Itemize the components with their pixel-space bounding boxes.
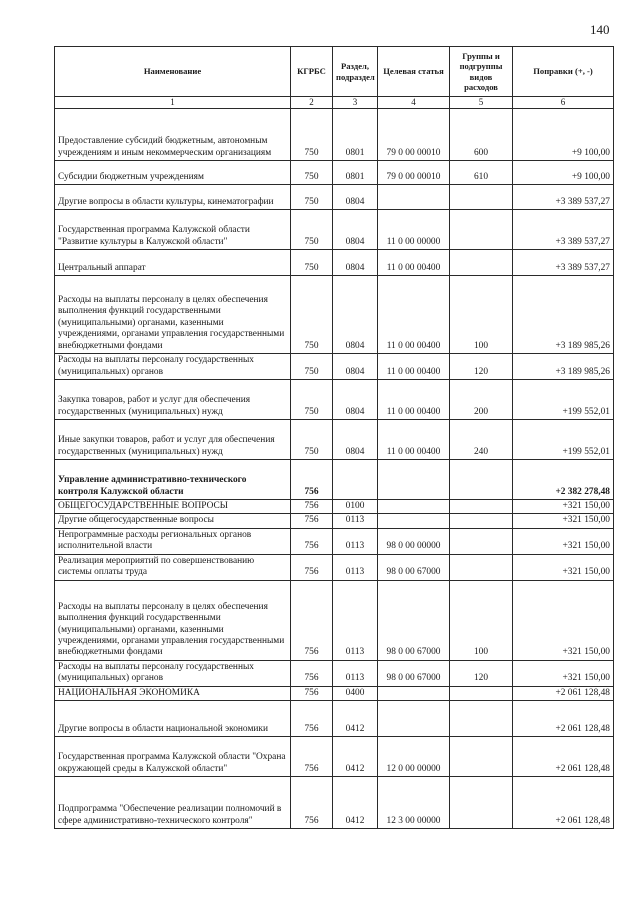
row-razdel: 0804: [333, 185, 378, 210]
row-name: Расходы на выплаты персоналу государственных (муниципальных) органов: [55, 354, 291, 380]
row-grp: [450, 686, 513, 700]
row-razdel: 0801: [333, 109, 378, 161]
row-grp: [450, 210, 513, 250]
table-row: [55, 660, 614, 686]
row-grp: [450, 528, 513, 554]
row-name: Другие вопросы в области культуры, кинематографии: [55, 185, 291, 210]
row-kgrbs: 750: [291, 210, 333, 250]
row-celev: [378, 185, 450, 210]
row-name: Другие общегосударственные вопросы: [55, 514, 291, 528]
row-popr: +199 552,01: [513, 380, 614, 420]
row-grp: [450, 701, 513, 737]
row-celev: 11 0 00 00400: [378, 420, 450, 460]
row-grp: 100: [450, 580, 513, 660]
row-grp: 120: [450, 354, 513, 380]
row-celev: [378, 686, 450, 700]
header-name: Наименование: [55, 47, 291, 97]
row-kgrbs: 756: [291, 514, 333, 528]
row-popr: +9 100,00: [513, 161, 614, 185]
row-grp: [450, 777, 513, 829]
col-number: 5: [450, 97, 513, 109]
row-grp: 240: [450, 420, 513, 460]
row-razdel: 0113: [333, 528, 378, 554]
row-celev: 98 0 00 67000: [378, 580, 450, 660]
table-row: [55, 514, 614, 528]
table-row: [55, 354, 614, 380]
row-celev: [378, 701, 450, 737]
row-popr: +3 389 537,27: [513, 250, 614, 276]
row-kgrbs: 756: [291, 580, 333, 660]
row-popr: +321 150,00: [513, 554, 614, 580]
row-razdel: 0804: [333, 380, 378, 420]
row-grp: [450, 460, 513, 500]
table-row: [55, 109, 614, 161]
row-popr: +321 150,00: [513, 580, 614, 660]
table-row: [55, 686, 614, 700]
row-popr: +321 150,00: [513, 500, 614, 514]
table-row: [55, 777, 614, 829]
table-row: [55, 210, 614, 250]
row-name: Реализация мероприятий по совершенствованию системы оплаты труда: [55, 554, 291, 580]
table-row: [55, 554, 614, 580]
row-kgrbs: 750: [291, 250, 333, 276]
row-kgrbs: 756: [291, 460, 333, 500]
table-row: [55, 500, 614, 514]
row-razdel: 0412: [333, 701, 378, 737]
column-number-row: [55, 97, 614, 109]
table-row: [55, 420, 614, 460]
table-row: [55, 380, 614, 420]
row-razdel: 0804: [333, 354, 378, 380]
row-popr: +3 189 985,26: [513, 354, 614, 380]
col-number: 6: [513, 97, 614, 109]
col-number: 3: [333, 97, 378, 109]
row-kgrbs: 750: [291, 161, 333, 185]
row-popr: +9 100,00: [513, 109, 614, 161]
table-row: [55, 580, 614, 660]
table-row: [55, 528, 614, 554]
row-name: Расходы на выплаты персоналу в целях обеспечения выполнения функций государственными (муниципальными) органами, казенными учреждениями, органами управления государственными внебюджетными фондами: [55, 580, 291, 660]
row-grp: [450, 500, 513, 514]
row-celev: 11 0 00 00400: [378, 354, 450, 380]
row-name: Управление административно-технического контроля Калужской области: [55, 460, 291, 500]
row-celev: 12 3 00 00000: [378, 777, 450, 829]
row-name: Другие вопросы в области национальной экономики: [55, 701, 291, 737]
col-number: 1: [55, 97, 291, 109]
row-grp: 610: [450, 161, 513, 185]
row-grp: [450, 185, 513, 210]
row-kgrbs: 756: [291, 660, 333, 686]
row-name: Непрограммные расходы региональных органов исполнительной власти: [55, 528, 291, 554]
row-name: Субсидии бюджетным учреждениям: [55, 161, 291, 185]
row-razdel: 0412: [333, 777, 378, 829]
row-razdel: 0804: [333, 276, 378, 354]
row-celev: 79 0 00 00010: [378, 161, 450, 185]
header-kgrbs: КГРБС: [291, 47, 333, 97]
row-popr: +321 150,00: [513, 660, 614, 686]
row-celev: [378, 500, 450, 514]
row-popr: +3 389 537,27: [513, 210, 614, 250]
row-kgrbs: 750: [291, 354, 333, 380]
row-popr: +2 061 128,48: [513, 777, 614, 829]
row-kgrbs: 756: [291, 777, 333, 829]
row-razdel: 0804: [333, 210, 378, 250]
row-razdel: 0400: [333, 686, 378, 700]
row-name: Расходы на выплаты персоналу государственных (муниципальных) органов: [55, 660, 291, 686]
row-grp: 120: [450, 660, 513, 686]
row-kgrbs: 750: [291, 380, 333, 420]
row-popr: +2 061 128,48: [513, 737, 614, 777]
row-name: Центральный аппарат: [55, 250, 291, 276]
row-popr: +2 061 128,48: [513, 701, 614, 737]
header-razdel: Раздел, подраздел: [333, 47, 378, 97]
row-razdel: 0801: [333, 161, 378, 185]
table-row: [55, 701, 614, 737]
row-celev: 12 0 00 00000: [378, 737, 450, 777]
row-name: ОБЩЕГОСУДАРСТВЕННЫЕ ВОПРОСЫ: [55, 500, 291, 514]
row-razdel: 0113: [333, 514, 378, 528]
row-kgrbs: 756: [291, 554, 333, 580]
row-kgrbs: 750: [291, 276, 333, 354]
row-popr: +2 061 128,48: [513, 686, 614, 700]
row-kgrbs: 750: [291, 109, 333, 161]
table-row: [55, 250, 614, 276]
table-row: [55, 460, 614, 500]
row-kgrbs: 756: [291, 528, 333, 554]
row-popr: +321 150,00: [513, 514, 614, 528]
row-grp: 600: [450, 109, 513, 161]
row-name: Закупка товаров, работ и услуг для обеспечения государственных (муниципальных) нужд: [55, 380, 291, 420]
row-popr: +321 150,00: [513, 528, 614, 554]
row-name: Иные закупки товаров, работ и услуг для обеспечения государственных (муниципальных) нужд: [55, 420, 291, 460]
row-grp: 100: [450, 276, 513, 354]
row-kgrbs: 750: [291, 185, 333, 210]
row-celev: 11 0 00 00000: [378, 210, 450, 250]
row-celev: 98 0 00 00000: [378, 528, 450, 554]
row-celev: [378, 514, 450, 528]
row-grp: 200: [450, 380, 513, 420]
row-name: Государственная программа Калужской области "Охрана окружающей среды в Калужской области": [55, 737, 291, 777]
row-kgrbs: 756: [291, 686, 333, 700]
header-popr: Поправки (+, -): [513, 47, 614, 97]
row-kgrbs: 756: [291, 500, 333, 514]
row-kgrbs: 756: [291, 737, 333, 777]
row-razdel: 0412: [333, 737, 378, 777]
row-name: Расходы на выплаты персоналу в целях обеспечения выполнения функций государственными (муниципальными) органами, казенными учреждениями, органами управления государственными внебюджетными фондами: [55, 276, 291, 354]
row-grp: [450, 250, 513, 276]
col-number: 4: [378, 97, 450, 109]
table-row: [55, 276, 614, 354]
row-razdel: 0113: [333, 660, 378, 686]
page-number: 140: [590, 22, 610, 37]
row-razdel: 0100: [333, 500, 378, 514]
table-row: [55, 737, 614, 777]
row-name: Подпрограмма "Обеспечение реализации полномочий в сфере административно-технического контроля": [55, 777, 291, 829]
row-razdel: 0804: [333, 420, 378, 460]
row-kgrbs: 750: [291, 420, 333, 460]
row-name: НАЦИОНАЛЬНАЯ ЭКОНОМИКА: [55, 686, 291, 700]
row-grp: [450, 514, 513, 528]
row-celev: [378, 460, 450, 500]
table-row: [55, 161, 614, 185]
row-popr: +3 389 537,27: [513, 185, 614, 210]
row-popr: +3 189 985,26: [513, 276, 614, 354]
row-celev: 11 0 00 00400: [378, 250, 450, 276]
row-kgrbs: 756: [291, 701, 333, 737]
row-popr: +2 382 278,48: [513, 460, 614, 500]
row-razdel: 0113: [333, 580, 378, 660]
row-celev: 11 0 00 00400: [378, 380, 450, 420]
col-number: 2: [291, 97, 333, 109]
row-grp: [450, 554, 513, 580]
row-celev: 98 0 00 67000: [378, 554, 450, 580]
header-row: [55, 47, 614, 97]
row-name: Предоставление субсидий бюджетным, автономным учреждениям и иным некоммерческим организациям: [55, 109, 291, 161]
budget-table: [54, 46, 614, 829]
row-celev: 98 0 00 67000: [378, 660, 450, 686]
row-name: Государственная программа Калужской области "Развитие культуры в Калужской области": [55, 210, 291, 250]
row-grp: [450, 737, 513, 777]
header-grp: Группы и подгруппы видов расходов: [450, 47, 513, 97]
row-razdel: 0113: [333, 554, 378, 580]
row-celev: 79 0 00 00010: [378, 109, 450, 161]
row-razdel: [333, 460, 378, 500]
row-celev: 11 0 00 00400: [378, 276, 450, 354]
table-row: [55, 185, 614, 210]
header-celev: Целевая статья: [378, 47, 450, 97]
row-razdel: 0804: [333, 250, 378, 276]
row-popr: +199 552,01: [513, 420, 614, 460]
